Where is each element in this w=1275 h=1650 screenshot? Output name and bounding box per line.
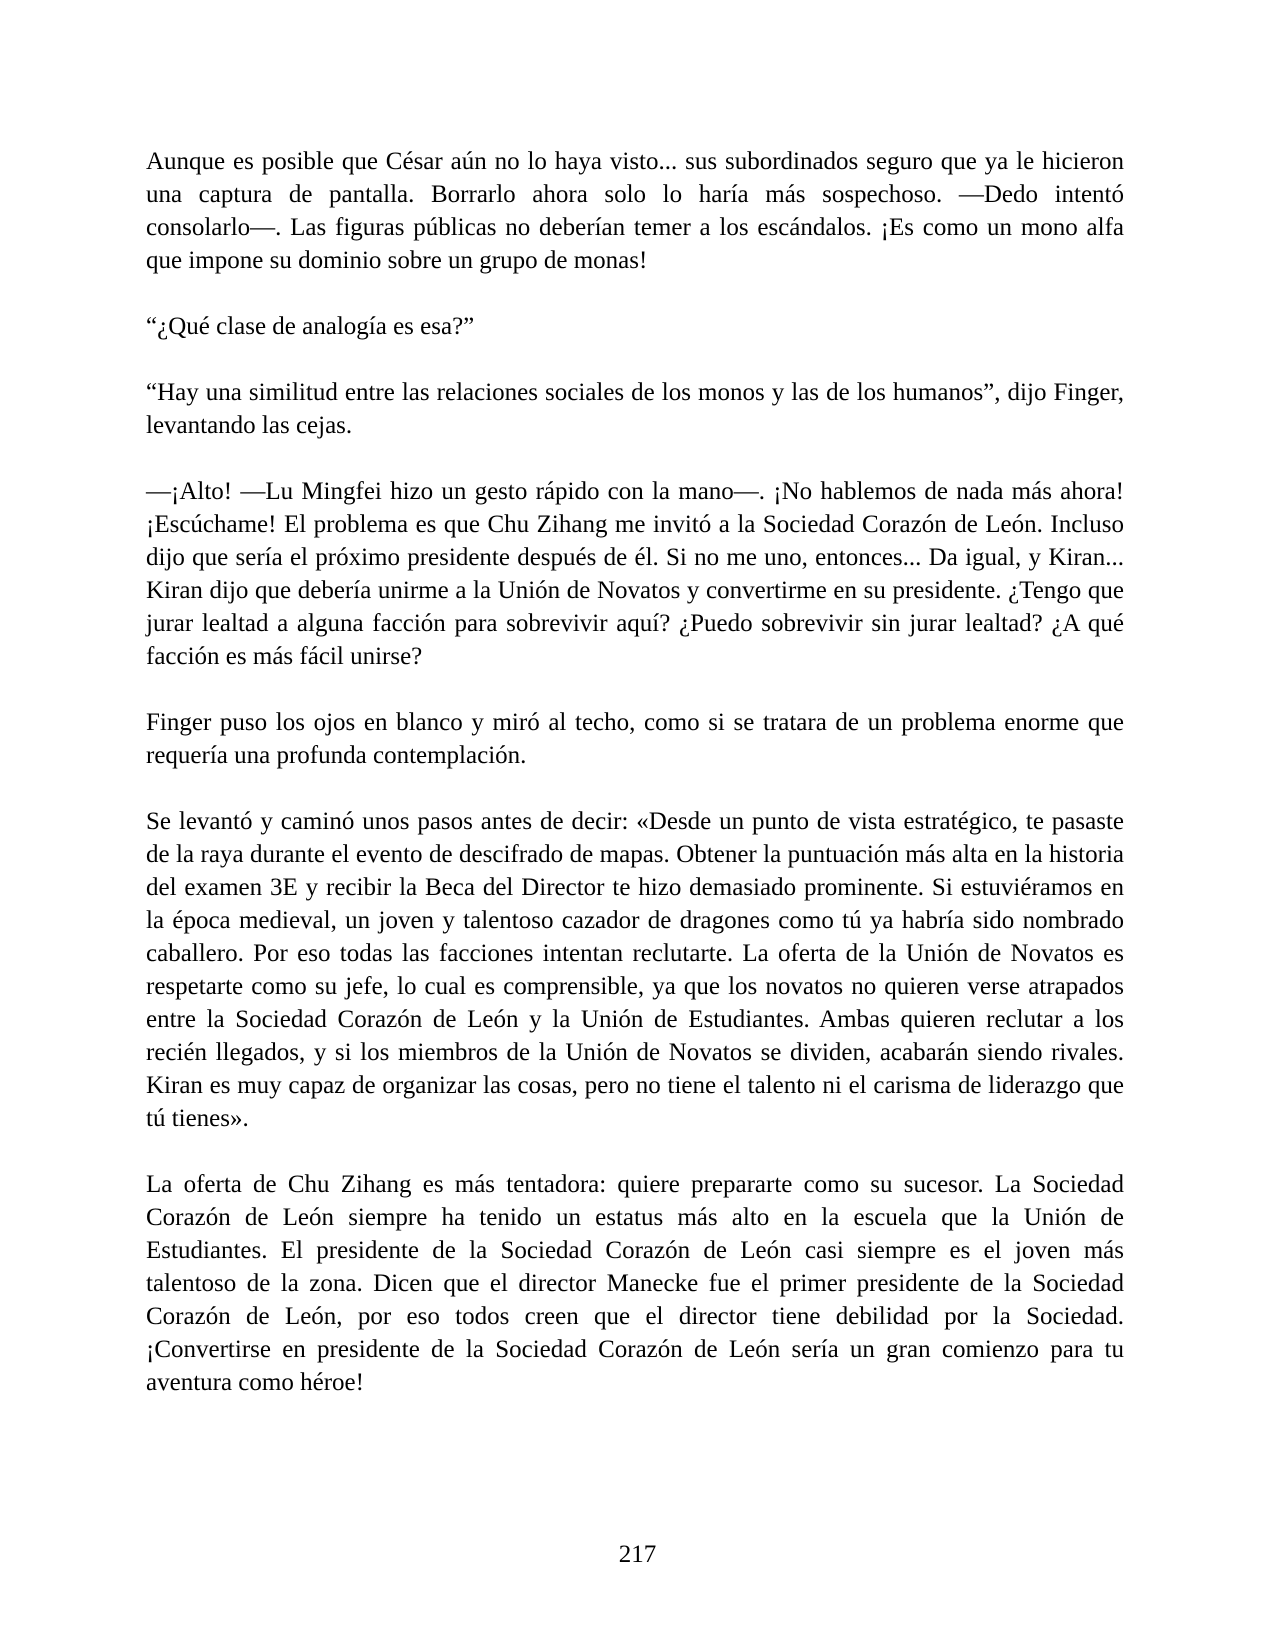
text-line: que impone su dominio sobre un grupo de monas! bbox=[146, 247, 648, 274]
paragraph bbox=[146, 145, 1124, 277]
page-number: 217 bbox=[618, 1541, 657, 1568]
text-line: ¡Escúchame! El problema es que Chu Zihang me invitó a la Sociedad Corazón de León. Incluso bbox=[146, 511, 1124, 538]
paragraph bbox=[146, 475, 1124, 673]
text-line: jurar lealtad a alguna facción para sobrevivir aquí? ¿Puedo sobrevivir sin jurar lealtad? ¿A qué bbox=[146, 610, 1124, 637]
paragraph bbox=[146, 805, 1124, 1135]
text-line: recién llegados, y si los miembros de la Unión de Novatos se dividen, acabarán siendo rivales. bbox=[146, 1039, 1124, 1066]
paragraph bbox=[146, 1168, 1124, 1399]
text-line: Se levantó y caminó unos pasos antes de decir: «Desde un punto de vista estratégico, te pasaste bbox=[146, 808, 1124, 835]
text-line: consolarlo—. Las figuras públicas no deberían temer a los escándalos. ¡Es como un mono alfa bbox=[146, 214, 1124, 241]
text-line: aventura como héroe! bbox=[146, 1369, 364, 1396]
text-line: Corazón de León siempre ha tenido un estatus más alto en la escuela que la Unión de bbox=[146, 1204, 1124, 1231]
text-line: del examen 3E y recibir la Beca del Director te hizo demasiado prominente. Si estuviéramos en bbox=[146, 874, 1124, 901]
text-line: Aunque es posible que César aún no lo haya visto... sus subordinados seguro que ya le hicieron bbox=[146, 148, 1124, 175]
paragraph bbox=[146, 310, 1124, 343]
text-line: dijo que sería el próximo presidente después de él. Si no me uno, entonces... Da igual, y Kiran... bbox=[146, 544, 1124, 571]
text-line: “¿Qué clase de analogía es esa?” bbox=[146, 313, 475, 340]
text-line: requería una profunda contemplación. bbox=[146, 742, 527, 769]
text-line: facción es más fácil unirse? bbox=[146, 643, 423, 670]
text-line: de la raya durante el evento de descifrado de mapas. Obtener la puntuación más alta en la historia bbox=[146, 841, 1124, 868]
text-line: Finger puso los ojos en blanco y miró al techo, como si se tratara de un problema enorme que bbox=[146, 709, 1124, 736]
paragraph bbox=[146, 706, 1124, 772]
text-line: talentoso de la zona. Dicen que el director Manecke fue el primer presidente de la Sociedad bbox=[146, 1270, 1124, 1297]
text-line: caballero. Por eso todas las facciones intentan reclutarte. La oferta de la Unión de Novatos es bbox=[146, 940, 1124, 967]
text-line: Corazón de León, por eso todos creen que el director tiene debilidad por la Sociedad. bbox=[146, 1303, 1124, 1330]
text-line: —¡Alto! —Lu Mingfei hizo un gesto rápido con la mano—. ¡No hablemos de nada más ahora! bbox=[146, 478, 1124, 505]
text-line: ¡Convertirse en presidente de la Sociedad Corazón de León sería un gran comienzo para tu bbox=[146, 1336, 1124, 1363]
text-line: Kiran dijo que debería unirme a la Unión de Novatos y convertirme en su presidente. ¿Tengo que bbox=[146, 577, 1124, 604]
text-column bbox=[146, 145, 1124, 1399]
paragraph bbox=[146, 376, 1124, 442]
text-line: tú tienes». bbox=[146, 1105, 249, 1132]
text-line: “Hay una similitud entre las relaciones sociales de los monos y las de los humanos”, dijo Finger, bbox=[146, 379, 1124, 406]
text-line: la época medieval, un joven y talentoso cazador de dragones como tú ya habría sido nombrado bbox=[146, 907, 1124, 934]
text-line: levantando las cejas. bbox=[146, 412, 353, 439]
text-line: La oferta de Chu Zihang es más tentadora: quiere prepararte como su sucesor. La Sociedad bbox=[146, 1171, 1124, 1198]
text-line: Kiran es muy capaz de organizar las cosas, pero no tiene el talento ni el carisma de liderazgo que bbox=[146, 1072, 1124, 1099]
text-line: una captura de pantalla. Borrarlo ahora solo lo haría más sospechoso. —Dedo intentó bbox=[146, 181, 1124, 208]
text-line: respetarte como su jefe, lo cual es comprensible, ya que los novatos no quieren verse atrapados bbox=[146, 973, 1124, 1000]
text-line: Estudiantes. El presidente de la Sociedad Corazón de León casi siempre es el joven más bbox=[146, 1237, 1124, 1264]
text-line: entre la Sociedad Corazón de León y la Unión de Estudiantes. Ambas quieren reclutar a los bbox=[146, 1006, 1124, 1033]
